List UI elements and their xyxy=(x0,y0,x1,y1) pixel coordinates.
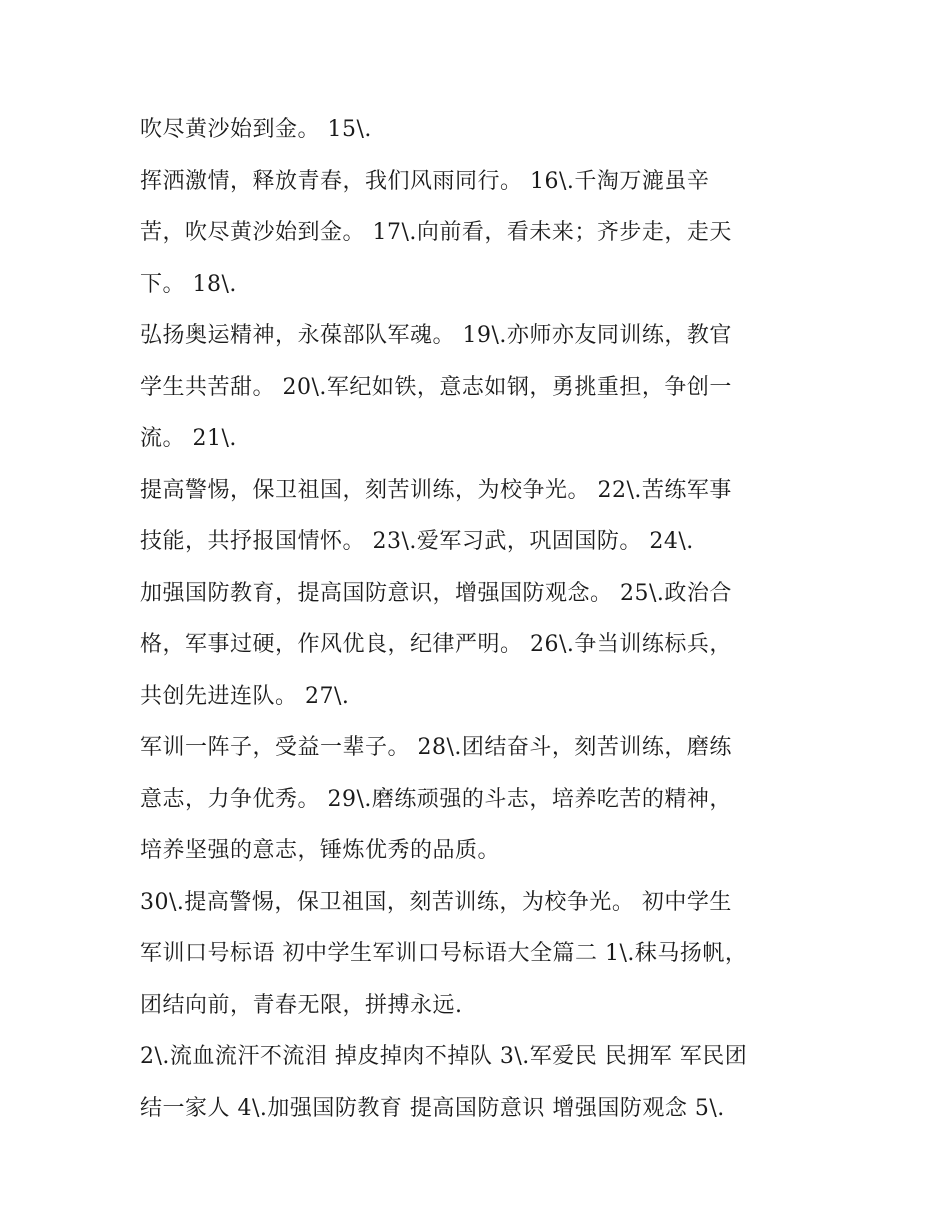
text-line: 提高警惕，保卫祖国，刻苦训练，为校争光。 22\.苦练军事 xyxy=(140,477,732,503)
text-line: 军训口号标语 初中学生军训口号标语大全篇二 1\.秣马扬帆， xyxy=(140,941,748,966)
text-line: 挥洒激情，释放青春，我们风雨同行。 16\.千淘万漉虽辛 xyxy=(140,168,710,194)
text-line: 格，军事过硬，作风优良，纪律严明。 26\.争当训练标兵， xyxy=(140,632,732,657)
text-line: 学生共苦甜。 20\.军纪如铁，意志如钢，勇挑重担，争创一 xyxy=(140,374,732,400)
text-line: 流。 21\. xyxy=(140,426,237,451)
text-line: 加强国防教育，提高国防意识，增强国防观念。 25\.政治合 xyxy=(140,580,732,606)
text-line: 30\.提高警惕，保卫祖国，刻苦训练，为校争光。 初中学生 xyxy=(140,889,732,915)
text-line: 吹尽黄沙始到金。 15\. xyxy=(140,117,372,142)
text-line: 共创先进连队。 27\. xyxy=(140,683,350,709)
text-line: 2\.流血流汗不流泪 掉皮掉肉不掉队 3\.军爱民 民拥军 军民团 xyxy=(140,1044,748,1069)
text-line: 弘扬奥运精神，永葆部队军魂。 19\.亦师亦友同训练，教官 xyxy=(140,323,732,348)
text-line: 下。 18\. xyxy=(140,271,237,297)
text-line: 苦，吹尽黄沙始到金。 17\.向前看，看未来；齐步走，走天 xyxy=(140,220,732,245)
text-line: 结一家人 4\.加强国防教育 提高国防意识 增强国防观念 5\. xyxy=(140,1095,725,1121)
text-line: 意志，力争优秀。 29\.磨练顽强的斗志，培养吃苦的精神， xyxy=(140,786,732,812)
text-line: 技能，共抒报国情怀。 23\.爱军习武，巩固国防。 24\. xyxy=(140,529,694,554)
text-line: 军训一阵子，受益一辈子。 28\.团结奋斗，刻苦训练，磨练 xyxy=(140,735,732,760)
text-line: 培养坚强的意志，锤炼优秀的品质。 xyxy=(140,838,501,863)
text-line: 团结向前，青春无限，拼搏永远. xyxy=(140,992,463,1018)
body-text xyxy=(140,104,820,1134)
